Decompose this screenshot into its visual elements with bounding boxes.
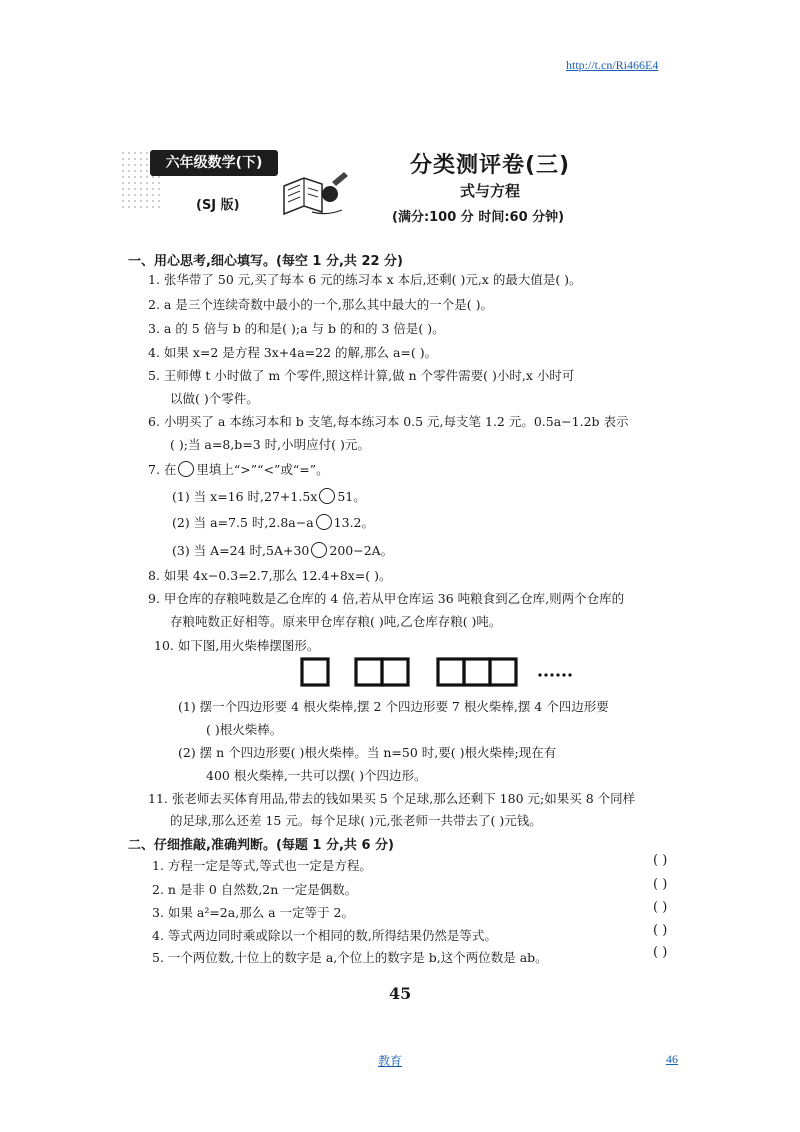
answer-box[interactable]: ( ) xyxy=(653,877,668,892)
q10-line: 10. 如下图,用火柴棒摆图形。 xyxy=(154,638,320,653)
q9-line-cont: 存粮吨数正好相等。原来甲仓库存粮( )吨,乙仓库存粮( )吨。 xyxy=(170,614,502,629)
q10-2-line: (2) 摆 n 个四边形要( )根火柴棒。当 n=50 时,要( )根火柴棒;现在有 xyxy=(178,745,557,760)
matchstick-square xyxy=(438,659,464,685)
matchstick-figure xyxy=(298,655,588,689)
q11-line: 11. 张老师去买体育用品,带去的钱如果买 5 个足球,那么还剩下 180 元;如果买 8 个同样 xyxy=(148,791,636,806)
exam-subtitle: 式与方程 xyxy=(460,182,521,200)
q6-line: 6. 小明买了 a 本练习本和 b 支笔,每本练习本 0.5 元,每支笔 1.2 元。0.5a−1.2b 表示 xyxy=(148,414,629,429)
judge-item: 1. 方程一定是等式,等式也一定是方程。 xyxy=(152,858,372,873)
section1-heading: 一、用心思考,细心填写。(每空 1 分,共 22 分) xyxy=(128,254,403,269)
q7-3-text: (3) 当 A=24 时,5A+30 xyxy=(172,543,310,558)
q7-2-line xyxy=(172,513,374,531)
matchstick-square xyxy=(490,659,516,685)
grade-badge: 六年级数学(下) xyxy=(150,150,278,176)
q2-line: 2. a 是三个连续奇数中最小的一个,那么其中最大的一个是( )。 xyxy=(148,297,494,312)
answer-box[interactable]: ( ) xyxy=(653,923,668,938)
section2-heading: 二、仔细推敲,准确判断。(每题 1 分,共 6 分) xyxy=(128,838,394,853)
q1-line: 1. 张华带了 50 元,买了每本 6 元的练习本 x 本后,还剩( )元,x 的最大值是( )。 xyxy=(148,272,582,287)
matchstick-square xyxy=(356,659,382,685)
circle-icon xyxy=(178,461,194,477)
top-url-link[interactable]: http://t.cn/Ri466E4 xyxy=(566,58,659,72)
q7-2-rhs: 13.2。 xyxy=(333,515,375,530)
judge-item: 5. 一个两位数,十位上的数字是 a,个位上的数字是 b,这个两位数是 ab。 xyxy=(152,950,548,965)
q7-suffix: 里填上“>”“<”或“=”。 xyxy=(196,462,329,477)
compare-circle[interactable] xyxy=(316,514,332,530)
q7-1-rhs: 51。 xyxy=(337,489,366,504)
q7-1-text: (1) 当 x=16 时,27+1.5x xyxy=(172,489,318,504)
q10-1-line-cont: ( )根火柴棒。 xyxy=(206,722,283,737)
q7-2-text: (2) 当 a=7.5 时,2.8a−a xyxy=(172,515,314,530)
q7-3-line xyxy=(172,541,393,559)
answer-box[interactable]: ( ) xyxy=(653,945,668,960)
q5-line: 5. 王师傅 t 小时做了 m 个零件,照这样计算,做 n 个零件需要( )小时,x 小时可 xyxy=(148,368,575,383)
judge-item: 3. 如果 a²=2a,那么 a 一定等于 2。 xyxy=(152,905,355,920)
exam-title: 分类测评卷(三) xyxy=(410,153,571,178)
q7-1-line xyxy=(172,487,366,505)
bottom-page-link[interactable]: 46 xyxy=(666,1052,678,1066)
compare-circle[interactable] xyxy=(319,488,335,504)
q10-1-line: (1) 摆一个四边形要 4 根火柴棒,摆 2 个四边形要 7 根火柴棒,摆 4 个四边形要 xyxy=(178,699,609,714)
page-number: 45 xyxy=(389,984,412,1003)
q5-line-cont: 以做( )个零件。 xyxy=(170,391,259,406)
q10-2-line-cont: 400 根火柴棒,一共可以摆( )个四边形。 xyxy=(206,768,427,783)
matchstick-square xyxy=(464,659,490,685)
q9-line: 9. 甲仓库的存粮吨数是乙仓库的 4 倍,若从甲仓库运 36 吨粮食到乙仓库,则两个仓库的 xyxy=(148,591,625,606)
bottom-education-link[interactable]: 教育 xyxy=(378,1054,403,1068)
judge-item: 4. 等式两边同时乘或除以一个相同的数,所得结果仍然是等式。 xyxy=(152,928,497,943)
q8-line: 8. 如果 4x−0.3=2.7,那么 12.4+8x=( )。 xyxy=(148,568,392,583)
matchstick-square xyxy=(382,659,408,685)
q6-line-cont: ( );当 a=8,b=3 时,小明应付( )元。 xyxy=(170,437,370,452)
q11-line-cont: 的足球,那么还差 15 元。每个足球( )元,张老师一共带去了( )元钱。 xyxy=(170,813,542,828)
judge-item: 2. n 是非 0 自然数,2n 一定是偶数。 xyxy=(152,882,358,897)
exam-meta: (满分:100 分 时间:60 分钟) xyxy=(392,210,565,225)
compare-circle[interactable] xyxy=(311,542,327,558)
answer-box[interactable]: ( ) xyxy=(653,853,668,868)
q4-line: 4. 如果 x=2 是方程 3x+4a=22 的解,那么 a=( )。 xyxy=(148,345,438,360)
ellipsis-dots xyxy=(538,673,571,676)
q7-line xyxy=(148,460,329,478)
edition-label: (SJ 版) xyxy=(196,198,240,213)
q7-prefix: 7. 在 xyxy=(148,462,177,477)
book-magnifier-icon xyxy=(282,168,352,218)
matchstick-square xyxy=(302,659,328,685)
q7-3-rhs: 200−2A。 xyxy=(329,543,394,558)
q3-line: 3. a 的 5 倍与 b 的和是( );a 与 b 的和的 3 倍是( )。 xyxy=(148,321,445,336)
answer-box[interactable]: ( ) xyxy=(653,900,668,915)
